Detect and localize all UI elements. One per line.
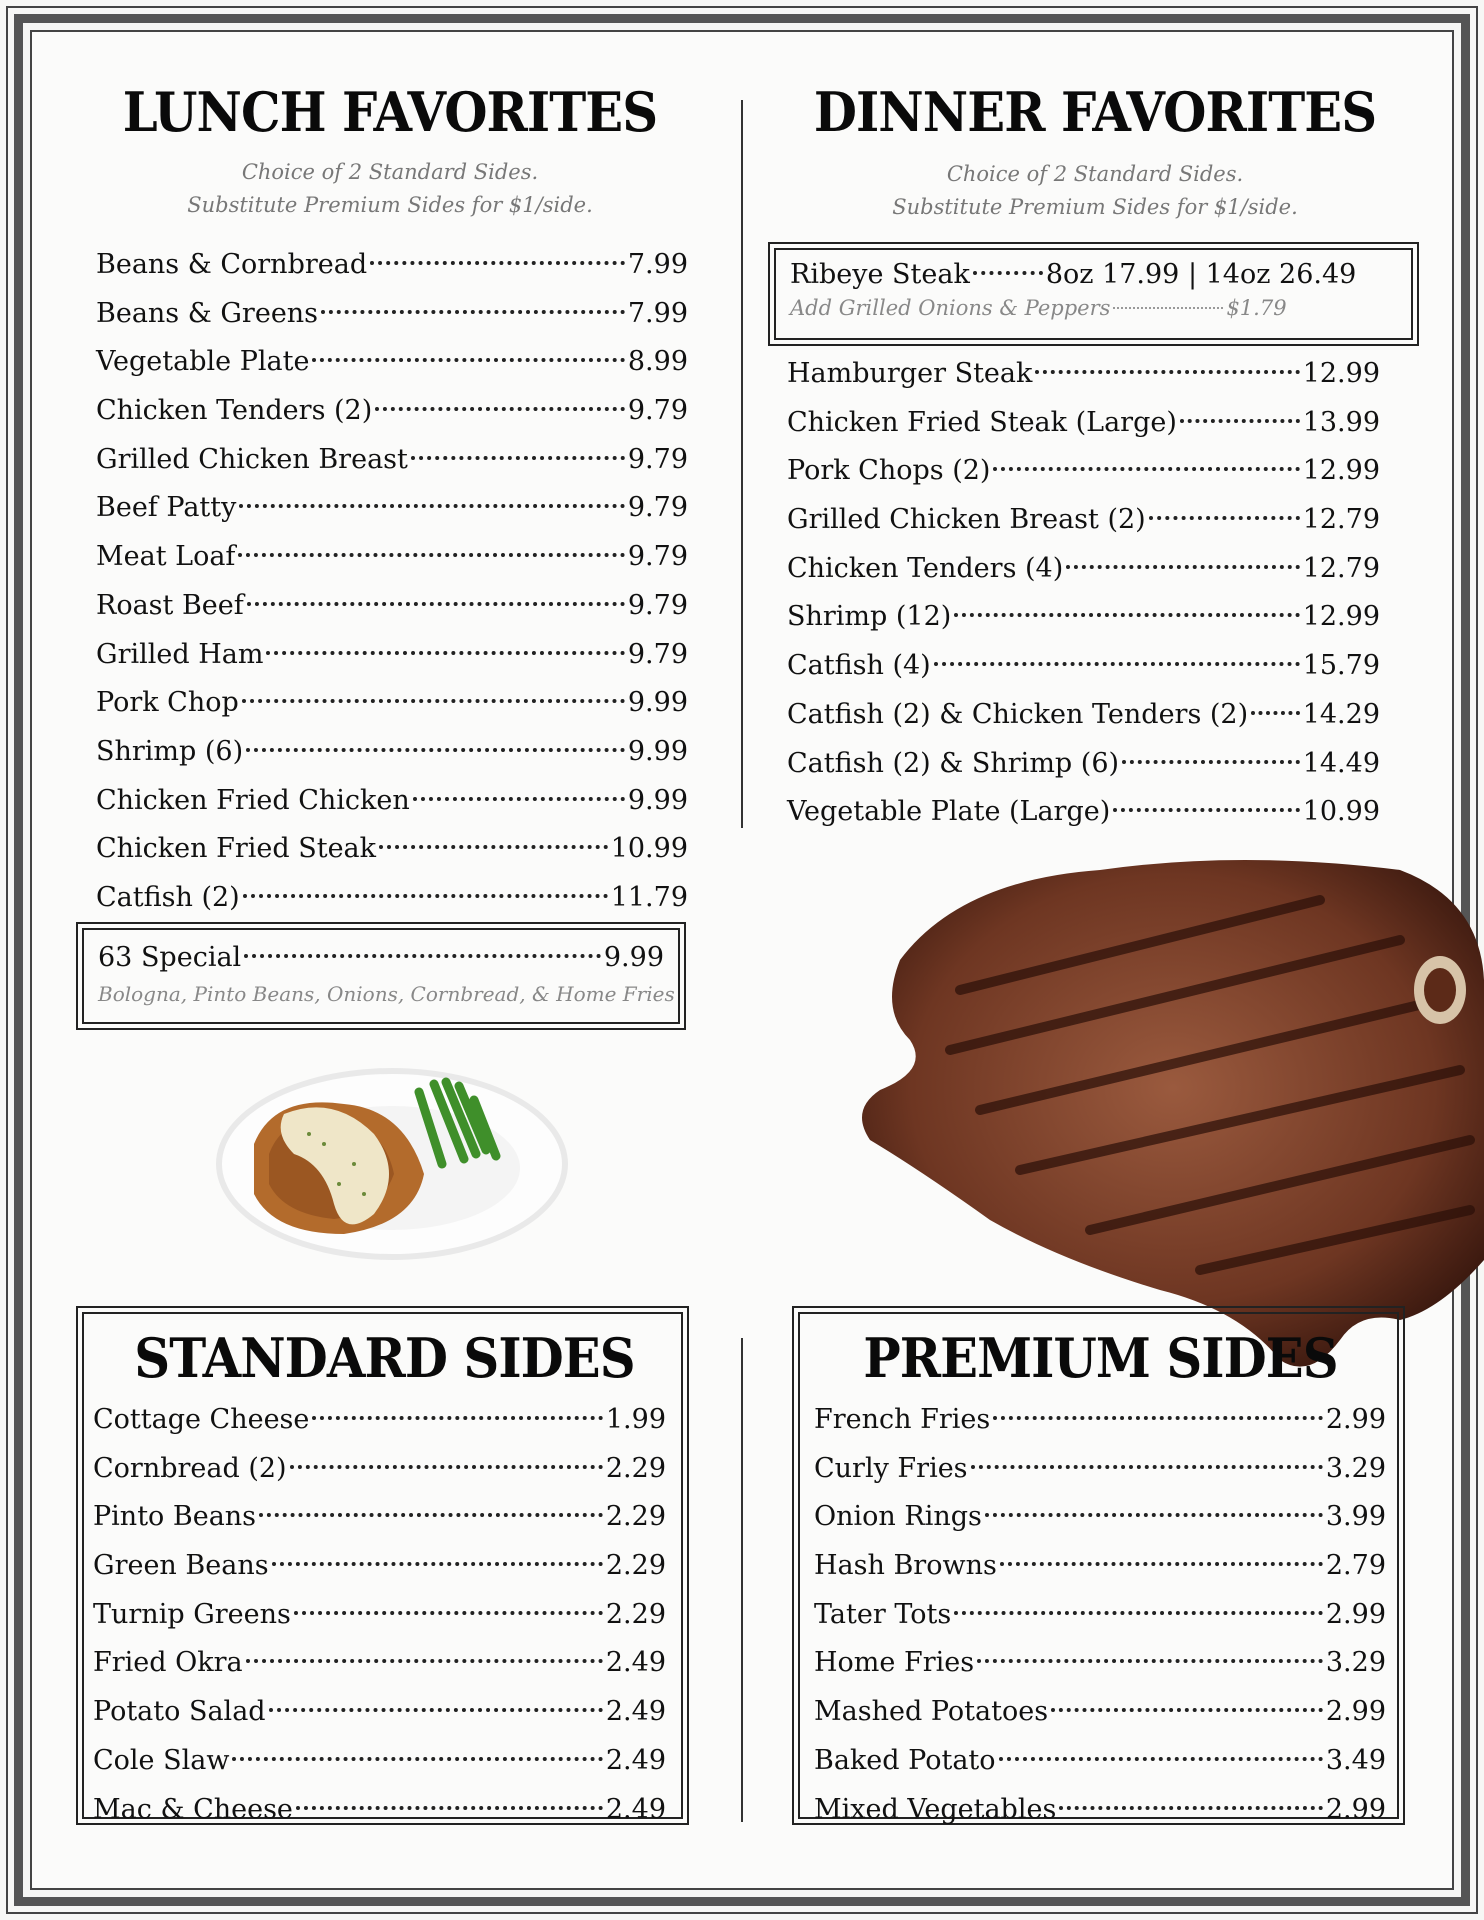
lunch-title: LUNCH FAVORITES [122, 80, 658, 144]
standard-side-item [93, 1737, 666, 1786]
ribeye-addon [790, 296, 1397, 320]
premium-side-item [814, 1445, 1386, 1494]
item-price: 2.99 [1325, 1793, 1386, 1825]
item-name: Cole Slaw [93, 1744, 230, 1776]
item-name: Roast Beef [96, 589, 244, 621]
item-price: 12.79 [1302, 504, 1380, 536]
item-price: 9.79 [627, 638, 688, 670]
grilled-steak-image [840, 840, 1484, 1380]
dot-leader [1149, 516, 1300, 520]
premium-side-item [814, 1786, 1386, 1835]
item-name: Baked Potato [814, 1744, 996, 1776]
column-divider-top [741, 100, 743, 828]
dot-leader [296, 1806, 603, 1810]
dot-leader [266, 651, 624, 655]
dot-leader [971, 1465, 1323, 1469]
item-name: French Fries [814, 1404, 991, 1435]
premium-sides-box [798, 1312, 1399, 1825]
dot-leader [239, 504, 624, 508]
item-price: 2.29 [605, 1598, 666, 1630]
dot-leader [411, 456, 625, 460]
special-description: Bologna, Pinto Beans, Onions, Cornbread, & Home Fries [98, 982, 675, 1006]
item-price: 14.49 [1302, 747, 1380, 779]
item-name: Chicken Fried Chicken [96, 784, 410, 816]
item-name: Beef Patty [96, 492, 237, 524]
item-name: Cottage Cheese [93, 1404, 310, 1435]
dot-leader [246, 1659, 603, 1663]
item-name: Meat Loaf [96, 541, 236, 573]
item-price: 7.99 [627, 249, 688, 280]
item-name: Beans & Cornbread [96, 249, 368, 280]
dot-leader [934, 662, 1300, 666]
item-price: 10.99 [610, 833, 688, 865]
dot-leader [954, 1611, 1323, 1615]
item-name: Turnip Greens [93, 1598, 291, 1630]
chicken-fried-steak-plate-image [214, 1064, 570, 1264]
dot-leader [232, 1757, 602, 1761]
premium-side-item [814, 1591, 1386, 1640]
standard-side-item [93, 1493, 666, 1542]
item-price: 13.99 [1302, 406, 1380, 438]
lunch-sides-note [90, 156, 690, 222]
ribeye-box [774, 248, 1413, 340]
item-price: 12.99 [1302, 455, 1380, 487]
item-price: 15.79 [1302, 650, 1380, 682]
ribeye-name: Ribeye Steak [790, 259, 970, 290]
item-name: Beans & Greens [96, 297, 319, 329]
dinner-menu-item [787, 593, 1380, 642]
dot-leader [294, 1611, 603, 1615]
premium-side-item [814, 1688, 1386, 1737]
dot-leader [1122, 760, 1300, 764]
standard-side-item [93, 1591, 666, 1640]
item-name: Onion Rings [814, 1501, 982, 1533]
lunch-menu-item [96, 533, 688, 582]
item-name: Catfish (2) & Chicken Tenders (2) [787, 698, 1249, 730]
item-price: 9.79 [627, 443, 688, 475]
standard-side-item [93, 1688, 666, 1737]
item-price: 1.99 [605, 1404, 666, 1435]
item-name: Mixed Vegetables [814, 1793, 1057, 1825]
dinner-menu-item [787, 788, 1380, 837]
item-price: 2.49 [605, 1744, 666, 1776]
premium-side-item [814, 1542, 1386, 1591]
item-name: Mashed Potatoes [814, 1696, 1049, 1728]
item-price: 9.99 [627, 784, 688, 816]
item-name: Catfish (2) & Shrimp (6) [787, 747, 1120, 779]
dot-leader [243, 894, 608, 898]
item-price: 2.99 [1325, 1404, 1386, 1435]
item-name: Pinto Beans [93, 1501, 257, 1533]
item-name: Pork Chops (2) [787, 455, 991, 487]
dot-leader [290, 1465, 603, 1469]
dot-leader [247, 602, 625, 606]
item-price: 2.99 [1325, 1696, 1386, 1728]
lunch-menu-item [96, 825, 688, 874]
dot-leader [954, 613, 1299, 617]
dot-leader [1066, 565, 1299, 569]
item-name: Shrimp (6) [96, 735, 244, 767]
dot-leader [379, 845, 608, 849]
item-name: Catfish (4) [787, 650, 931, 682]
item-price: 3.49 [1325, 1744, 1386, 1776]
premium-side-item [814, 1493, 1386, 1542]
lunch-note-line-2: Substitute Premium Sides for $1/side. [187, 193, 593, 217]
dot-leader [985, 1513, 1323, 1517]
item-price: 14.29 [1302, 698, 1380, 730]
dot-leader [244, 954, 601, 958]
item-price: 9.79 [627, 541, 688, 573]
dinner-menu-item [787, 545, 1380, 594]
item-price: 2.79 [1325, 1550, 1386, 1582]
dot-leader [993, 1416, 1323, 1420]
item-price: 9.79 [627, 492, 688, 524]
standard-side-item [93, 1542, 666, 1591]
item-name: Potato Salad [93, 1696, 266, 1728]
dot-leader [272, 1562, 603, 1566]
dot-leader [312, 358, 624, 362]
dot-leader [977, 1659, 1323, 1663]
lunch-menu-item [96, 241, 688, 290]
item-price: 2.49 [605, 1793, 666, 1825]
item-price: 12.99 [1302, 358, 1380, 389]
standard-sides-title: STANDARD SIDES [134, 1326, 635, 1390]
dinner-note-line-1: Choice of 2 Standard Sides. [946, 162, 1244, 186]
item-name: Home Fries [814, 1647, 975, 1679]
dot-leader [999, 1757, 1323, 1761]
lunch-menu-list [96, 241, 688, 923]
dinner-menu-item [787, 496, 1380, 545]
lunch-menu-item [96, 484, 688, 533]
item-name: Grilled Chicken Breast [96, 443, 408, 475]
special-item [98, 936, 664, 980]
item-name: Curly Fries [814, 1452, 968, 1484]
dinner-menu-item [787, 399, 1380, 448]
item-name: Grilled Chicken Breast (2) [787, 504, 1146, 536]
dot-leader [238, 553, 624, 557]
lunch-menu-item [96, 631, 688, 680]
dot-leader [1000, 1562, 1323, 1566]
premium-sides-title: PREMIUM SIDES [863, 1326, 1338, 1390]
lunch-menu-item [96, 777, 688, 826]
item-price: 11.79 [610, 881, 688, 913]
dot-leader [1251, 711, 1300, 715]
item-price: 3.29 [1325, 1452, 1386, 1484]
lunch-menu-item [96, 679, 688, 728]
lunch-menu-item [96, 290, 688, 339]
item-name: Vegetable Plate [96, 346, 310, 378]
premium-side-item [814, 1737, 1386, 1786]
premium-side-item [814, 1396, 1386, 1445]
special-box [82, 928, 680, 1024]
item-price: 9.79 [627, 589, 688, 621]
item-price: 7.99 [627, 297, 688, 329]
item-price: 12.79 [1302, 552, 1380, 584]
dinner-title: DINNER FAVORITES [813, 80, 1377, 144]
lunch-menu-item [96, 582, 688, 631]
dot-leader [242, 699, 625, 703]
premium-side-item [814, 1639, 1386, 1688]
lunch-menu-item [96, 387, 688, 436]
item-price: 9.99 [627, 687, 688, 719]
standard-side-item [93, 1396, 666, 1445]
standard-side-item [93, 1639, 666, 1688]
dot-leader [375, 407, 625, 411]
dinner-menu-item [787, 350, 1380, 399]
item-name: Catfish (2) [96, 881, 240, 913]
dot-leader [1035, 370, 1299, 374]
item-price: 9.99 [627, 735, 688, 767]
dot-leader [993, 467, 1299, 471]
lunch-menu-item [96, 338, 688, 387]
special-name: 63 Special [98, 942, 242, 973]
lunch-note-line-1: Choice of 2 Standard Sides. [241, 160, 539, 184]
dinner-menu-item [787, 740, 1380, 789]
item-price: 9.79 [627, 395, 688, 427]
lunch-menu-item [96, 874, 688, 923]
dinner-menu-item [787, 447, 1380, 496]
item-name: Chicken Fried Steak [96, 833, 377, 865]
item-name: Hamburger Steak [787, 358, 1033, 389]
item-price: 2.29 [605, 1550, 666, 1582]
dot-leader [312, 1416, 602, 1420]
dot-leader [1051, 1708, 1323, 1712]
dot-leader [259, 1513, 603, 1517]
item-name: Chicken Tenders (4) [787, 552, 1064, 584]
standard-sides-box [82, 1312, 683, 1825]
addon-name: Add Grilled Onions & Peppers [790, 296, 1111, 320]
dinner-menu-list [787, 350, 1380, 837]
addon-price: $1.79 [1226, 296, 1287, 320]
item-price: 8.99 [627, 346, 688, 378]
dot-leader [1059, 1806, 1323, 1810]
dot-leader [321, 310, 625, 314]
ribeye-price: 8oz 17.99 | 14oz 26.49 [1045, 259, 1357, 290]
item-price: 2.29 [605, 1452, 666, 1484]
item-name: Green Beans [93, 1550, 269, 1582]
item-price: 10.99 [1302, 796, 1380, 828]
item-name: Chicken Fried Steak (Large) [787, 406, 1177, 438]
item-price: 3.29 [1325, 1647, 1386, 1679]
lunch-menu-item [96, 728, 688, 777]
ribeye-item [790, 254, 1397, 296]
item-name: Mac & Cheese [93, 1793, 293, 1825]
dot-leader [246, 748, 625, 752]
item-name: Shrimp (12) [787, 601, 952, 633]
dot-leader [370, 261, 625, 265]
item-name: Grilled Ham [96, 638, 264, 670]
item-price: 2.49 [605, 1696, 666, 1728]
dot-leader [1180, 419, 1300, 423]
premium-sides-list [814, 1396, 1386, 1834]
item-name: Cornbread (2) [93, 1452, 287, 1484]
dot-leader [413, 797, 625, 801]
item-name: Fried Okra [93, 1647, 243, 1679]
dinner-sides-note [770, 158, 1420, 224]
dot-leader [1113, 808, 1299, 812]
item-price: 2.99 [1325, 1598, 1386, 1630]
item-price: 2.49 [605, 1647, 666, 1679]
lunch-menu-item [96, 436, 688, 485]
item-name: Vegetable Plate (Large) [787, 796, 1111, 828]
standard-side-item [93, 1786, 666, 1835]
item-price: 3.99 [1325, 1501, 1386, 1533]
item-name: Pork Chop [96, 687, 239, 719]
item-name: Chicken Tenders (2) [96, 395, 373, 427]
dot-leader [973, 271, 1043, 275]
special-price: 9.99 [603, 942, 664, 973]
dinner-note-line-2: Substitute Premium Sides for $1/side. [892, 195, 1298, 219]
item-name: Tater Tots [814, 1598, 952, 1630]
item-name: Hash Browns [814, 1550, 997, 1582]
item-price: 12.99 [1302, 601, 1380, 633]
standard-sides-list [93, 1396, 666, 1834]
item-price: 2.29 [605, 1501, 666, 1533]
dinner-menu-item [787, 691, 1380, 740]
column-divider-bottom [741, 1338, 743, 1822]
dot-leader [1113, 307, 1223, 309]
dot-leader [269, 1708, 603, 1712]
standard-side-item [93, 1445, 666, 1494]
dinner-menu-item [787, 642, 1380, 691]
